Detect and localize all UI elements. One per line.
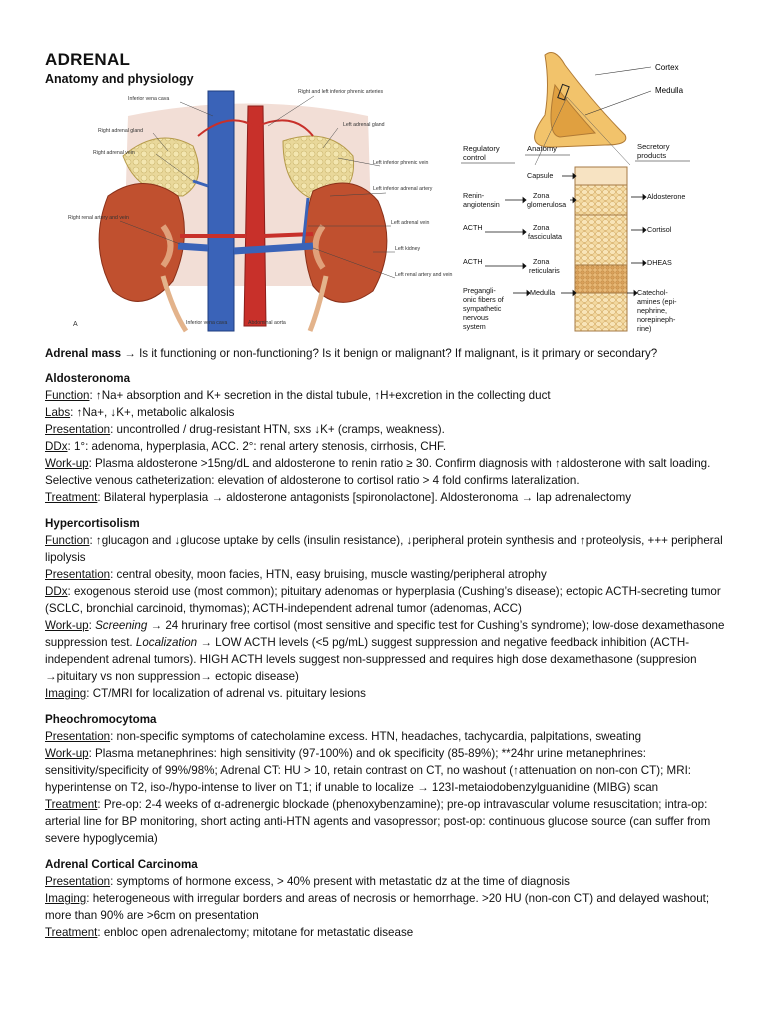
acc-treatment: Treatment: enbloc open adrenalectomy; mitotane for metastatic disease	[45, 926, 414, 939]
product-cortisol: Cortisol	[647, 225, 672, 234]
header-anatomy: Anatomy	[527, 144, 557, 153]
aldo-function: Function: ↑Na+ absorption and K+ secretion in the distal tubule, ↑H+excretion in the collecting duct	[45, 389, 551, 402]
product-aldosterone: Aldosterone	[647, 192, 686, 201]
svg-text:angiotensin: angiotensin	[463, 200, 500, 209]
svg-text:Zona: Zona	[533, 191, 550, 200]
label-left-inferior-phrenic-vein: Left inferior phrenic vein	[373, 160, 429, 166]
adrenal-zones-figure	[455, 45, 725, 345]
svg-text:Zona: Zona	[533, 257, 550, 266]
page-subtitle: Anatomy and physiology	[45, 72, 194, 86]
aldo-workup: Work-up: Plasma aldosterone >15ng/dL and aldosterone to renin ratio ≥ 30. Confirm diagnosis with ↑aldosterone with salt loading. Selective venous catheterization: elevation of aldosterone to cortisol ratio > 4 fold confirms lateralization.	[45, 457, 711, 487]
aldo-treatment: Treatment: Bilateral hyperplasia → aldosterone antagonists [spironolactone]. Aldosteronoma → lap adrenalectomy	[45, 491, 632, 504]
hyper-presentation: Presentation: central obesity, moon facies, HTN, easy bruising, muscle wasting/peripheral atrophy	[45, 568, 547, 581]
section-title-hypercortisolism: Hypercortisolism	[45, 517, 140, 530]
label-right-adrenal-vein: Right adrenal vein	[93, 150, 135, 156]
label-medulla: Medulla	[655, 86, 684, 95]
intro-line: Adrenal mass → Is it functioning or non-functioning? Is it benign or malignant? If malignant, is it primary or secondary?	[45, 347, 658, 360]
section-title-aldosteronoma: Aldosteronoma	[45, 372, 131, 385]
svg-text:Catechol-: Catechol-	[637, 288, 668, 297]
svg-text:Pregangli-: Pregangli-	[463, 286, 496, 295]
pheo-presentation: Presentation: non-specific symptoms of catecholamine excess. HTN, headaches, tachycardia, palpitations, sweating	[45, 730, 642, 743]
label-abdominal-aorta: Abdominal aorta	[248, 320, 286, 326]
svg-text:reticularis: reticularis	[529, 266, 560, 275]
zone-medulla: Medulla	[530, 288, 556, 297]
section-title-pheochromocytoma: Pheochromocytoma	[45, 713, 157, 726]
pheo-workup: Work-up: Plasma metanephrines: high sensitivity (97-100%) and ok specificity (85-89%); **24hr urine metanephrines: sensitivity/specificity of 99%/98%; Adrenal CT: HU > 10, retain contrast on CT, no washout (↑attenuation on non-con CT); MRI: hyperintense on T2, iso-/hypo-intense to liver on T1; if unable to localize → 123I-metaiodobenzylguanidine (MIBG) scan	[45, 747, 692, 794]
aldo-labs: Labs: ↑Na+, ↓K+, metabolic alkalosis	[45, 406, 235, 419]
label-left-adrenal-gland: Left adrenal gland	[343, 122, 385, 128]
hyper-imaging: Imaging: CT/MRI for localization of adrenal vs. pituitary lesions	[45, 687, 366, 700]
svg-text:fasciculata: fasciculata	[528, 232, 562, 241]
svg-text:onic fibers of: onic fibers of	[463, 295, 504, 304]
label-left-kidney: Left kidney	[395, 246, 421, 252]
label-left-inferior-adrenal-artery: Left inferior adrenal artery	[373, 186, 433, 192]
svg-text:rine): rine)	[637, 324, 652, 333]
aldo-ddx: DDx: 1°: adenoma, hyperplasia, ACC. 2°: renal artery stenosis, cirrhosis, CHF.	[45, 440, 447, 453]
label-right-renal: Right renal artery and vein	[68, 215, 129, 221]
svg-text:amines (epi-: amines (epi-	[637, 297, 677, 306]
label-right-adrenal-gland: Right adrenal gland	[98, 128, 143, 134]
label-phrenic-arteries: Right and left inferior phrenic arteries	[298, 89, 384, 95]
label-left-adrenal-vein: Left adrenal vein	[391, 220, 430, 226]
hyper-ddx: DDx: exogenous steroid use (most common); pituitary adenomas or hyperplasia (Cushing’s disease); ectopic ACTH-secreting tumor (SCLC, bronchial carcinoid, thymomas); ACTH-independent adrenal tumor (adenomas, ACC)	[45, 585, 721, 615]
svg-text:control: control	[463, 153, 486, 162]
svg-text:Zona: Zona	[533, 223, 550, 232]
aldo-presentation: Presentation: uncontrolled / drug-resistant HTN, sxs ↓K+ (cramps, weakness).	[45, 423, 445, 436]
reg-acth-2: ACTH	[463, 257, 483, 266]
label-left-renal: Left renal artery and vein	[395, 272, 453, 278]
adrenal-anatomy-figure	[68, 86, 453, 331]
hyper-workup: Work-up: Screening → 24 hrurinary free cortisol (most sensitive and specific test for Cushing’s syndrome); low-dose dexamethasone suppression test. Localization → LOW ACTH levels (<5 pg/mL) suggest suppression and negative feedback inhibition (ACTH-independent adrenal tumors). HIGH ACTH levels suggest non-suppressed and requires high dose dexamethasone (suppresion →pituitary vs non suppression→ ectopic disease)	[45, 619, 725, 683]
acc-presentation: Presentation: symptoms of hormone excess, > 40% present with metastatic dz at the time of diagnosis	[45, 875, 570, 888]
page-title: ADRENAL	[45, 50, 131, 69]
pheo-treatment: Treatment: Pre-op: 2-4 weeks of α-adrenergic blockade (phenoxybenzamine); pre-op intravascular volume resuscitation; intra-op: arterial line for BP monitoring, short acting anti-HTN agents and vasopressor; post-op: continuous glucose source (can suffer from severe hypoglycemia)	[45, 798, 711, 845]
svg-text:Renin-: Renin-	[463, 191, 485, 200]
label-cortex: Cortex	[655, 63, 679, 72]
label-ivc-top: Inferior vena cava	[128, 96, 170, 102]
svg-text:system: system	[463, 322, 486, 331]
intro-label: Adrenal mass	[45, 347, 122, 360]
section-title-acc: Adrenal Cortical Carcinoma	[45, 858, 198, 871]
svg-text:nephrine,: nephrine,	[637, 306, 667, 315]
reg-acth-1: ACTH	[463, 223, 483, 232]
abdominal-aorta	[244, 106, 266, 326]
svg-text:norepineph-: norepineph-	[637, 315, 676, 324]
document-body	[45, 345, 730, 941]
header-secretory: Secretory	[637, 142, 670, 151]
header-regulatory: Regulatory	[463, 144, 500, 153]
product-dheas: DHEAS	[647, 258, 672, 267]
svg-text:products: products	[637, 151, 667, 160]
label-panel: A	[73, 321, 78, 328]
label-ivc-bottom: Inferior vena cava	[186, 320, 228, 326]
acc-imaging: Imaging: heterogeneous with irregular borders and areas of necrosis or hemorrhage. >20 HU (non-con CT) and delayed washout; more than 90% are >6cm on presentation	[45, 892, 710, 922]
svg-text:nervous: nervous	[463, 313, 489, 322]
svg-text:sympathetic: sympathetic	[463, 304, 502, 313]
zone-capsule: Capsule	[527, 171, 554, 180]
hyper-function: Function: ↑glucagon and ↓glucose uptake by cells (insulin resistance), ↓peripheral protein synthesis and ↑proteolysis, +++ peripheral lipolysis	[45, 534, 723, 564]
svg-text:glomerulosa: glomerulosa	[527, 200, 567, 209]
